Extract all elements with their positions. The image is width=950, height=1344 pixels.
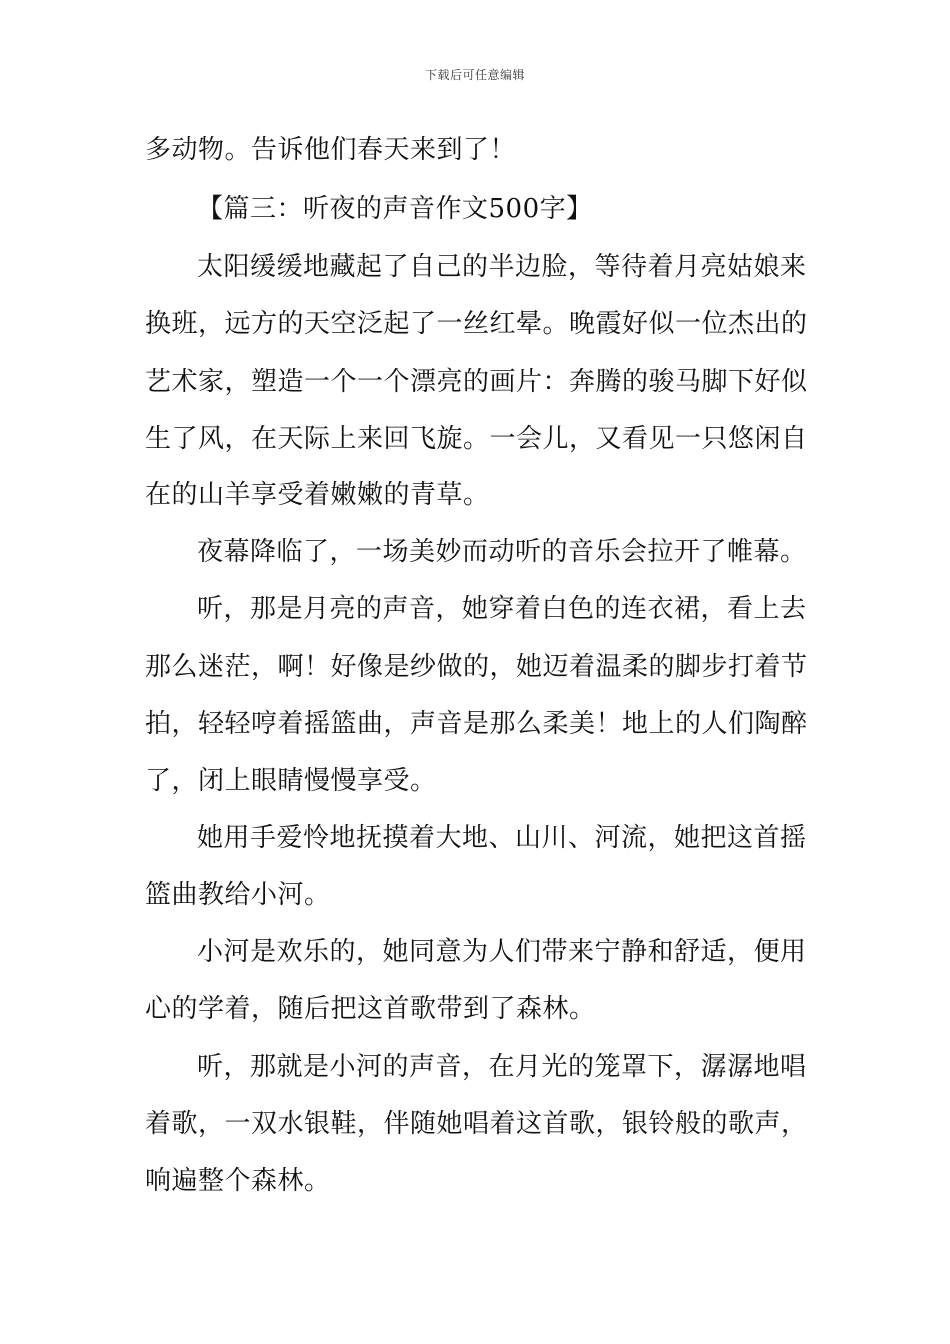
- text-line: 拍，轻轻哼着摇篮曲，声音是那么柔美！地上的人们陶醉: [145, 709, 808, 739]
- text-line: 听，那就是小河的声音，在月光的笼罩下，潺潺地唱: [197, 1052, 807, 1082]
- text-line: 心的学着，随后把这首歌带到了森林。: [145, 994, 596, 1024]
- text-line: 太阳缓缓地藏起了自己的半边脸，等待着月亮姑娘来: [197, 252, 807, 282]
- section-heading: 【篇三：听夜的声音作文500字】: [197, 194, 593, 224]
- text-line: 艺术家，塑造一个一个漂亮的画片：奔腾的骏马脚下好似: [145, 367, 808, 397]
- text-line: 夜幕降临了，一场美妙而动听的音乐会拉开了帷幕。: [197, 537, 807, 567]
- text-line: 在的山羊享受着嫩嫩的青草。: [145, 480, 490, 510]
- text-line: 篮曲教给小河。: [145, 880, 331, 910]
- page-header-note: 下载后可任意编辑: [424, 68, 525, 82]
- text-line: 听，那是月亮的声音，她穿着白色的连衣裙，看上去: [197, 594, 807, 624]
- text-line: 换班，远方的天空泛起了一丝红晕。晚霞好似一位杰出的: [145, 309, 808, 339]
- text-line: 了，闭上眼睛慢慢享受。: [145, 766, 437, 796]
- text-line: 小河是欢乐的，她同意为人们带来宁静和舒适，便用: [197, 937, 807, 967]
- text-line: 生了风，在天际上来回飞旋。一会儿，又看见一只悠闲自: [145, 424, 808, 454]
- text-line: 着歌，一双水银鞋，伴随她唱着这首歌，银铃般的歌声，: [145, 1109, 808, 1139]
- text-line: 那么迷茫，啊！好像是纱做的，她迈着温柔的脚步打着节: [145, 652, 808, 682]
- text-line: 多动物。告诉他们春天来到了！: [145, 135, 517, 165]
- text-line: 响遍整个森林。: [145, 1166, 331, 1196]
- text-line: 她用手爱怜地抚摸着大地、山川、河流，她把这首摇: [197, 823, 807, 853]
